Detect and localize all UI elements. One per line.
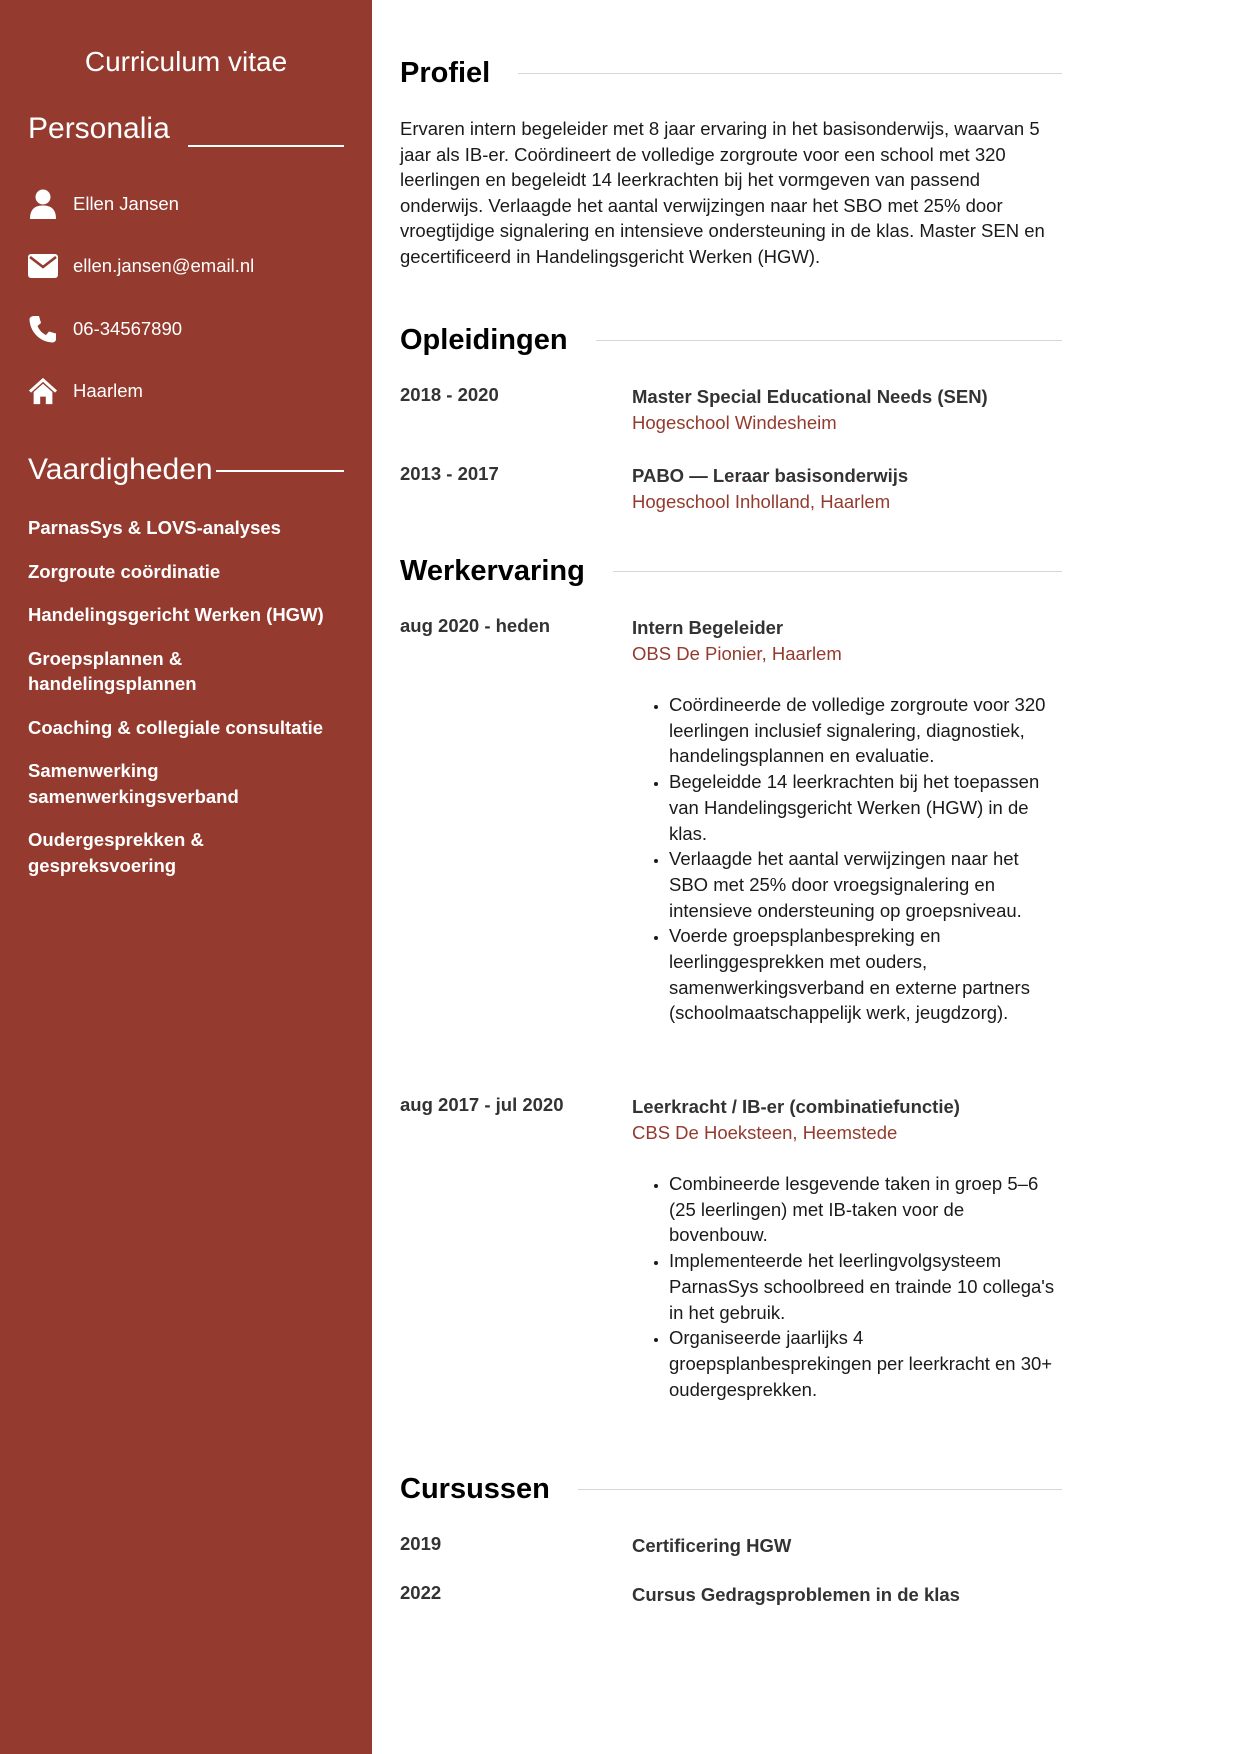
- entry-body: [632, 1533, 1062, 1559]
- entry-date: 2022: [400, 1582, 442, 1603]
- phone-icon: [28, 314, 58, 344]
- contact-phone[interactable]: [28, 314, 182, 344]
- entry-date: 2013 - 2017: [400, 463, 499, 484]
- contact-location: [28, 376, 143, 406]
- entry-bullet: • Combineerde lesgevende taken in groep 5–6 (25 leerlingen) met IB-taken voor de bovenbouw.: [669, 1171, 1062, 1248]
- entry-organization: Hogeschool Windesheim: [632, 411, 837, 433]
- entry-bullet: • Verlaagde het aantal verwijzingen naar het SBO met 25% door vroegsignalering en intensieve ondersteuning op groepsniveau.: [669, 846, 1062, 923]
- experience-section-header: [400, 553, 1062, 589]
- section-divider: [613, 571, 1062, 572]
- section-divider: [596, 340, 1062, 341]
- entry-date: aug 2020 - heden: [400, 615, 551, 636]
- entry-bullet: • Coördineerde de volledige zorgroute voor 320 leerlingen inclusief signalering, diagnostiek, handelingsplannen en evaluatie.: [669, 692, 1062, 769]
- contact-name: [28, 189, 179, 219]
- experience-heading: Werkervaring: [400, 554, 585, 587]
- entry-title: Certificering HGW: [632, 1535, 792, 1556]
- user-icon: [28, 189, 58, 219]
- entry-title: PABO — Leraar basisonderwijs: [632, 465, 909, 486]
- profile-section-header: [400, 55, 1062, 91]
- entry-bullet-list: [632, 692, 1062, 1026]
- entry-date: aug 2017 - jul 2020: [400, 1094, 564, 1115]
- skill-item: Handelingsgericht Werken (HGW): [28, 604, 324, 625]
- skill-item: Samenwerking samenwerkingsverband: [28, 760, 239, 807]
- cv-title: Curriculum vitae: [84, 46, 288, 77]
- skills-divider: [216, 470, 344, 472]
- contact-location-text: Haarlem: [73, 380, 143, 401]
- section-divider: [518, 73, 1062, 74]
- skill-item: Groepsplannen & handelingsplannen: [28, 647, 197, 694]
- entry-organization: OBS De Pionier, Haarlem: [632, 642, 842, 664]
- skill-item: Oudergesprekken & gespreksvoering: [28, 829, 204, 876]
- entry-organization: Hogeschool Inholland, Haarlem: [632, 490, 891, 512]
- skill-item: Zorgroute coördinatie: [28, 560, 221, 582]
- entry-title: Intern Begeleider: [632, 617, 784, 638]
- entry-title: Cursus Gedragsproblemen in de klas: [632, 1584, 960, 1605]
- envelope-icon: [28, 251, 58, 281]
- education-section-header: [400, 322, 1062, 358]
- education-heading: Opleidingen: [400, 323, 568, 356]
- entry-bullet: • Organiseerde jaarlijks 4 groepsplanbesprekingen per leerkracht en 30+ oudergesprekken.: [669, 1325, 1062, 1402]
- entry-title: Master Special Educational Needs (SEN): [632, 386, 988, 407]
- personalia-divider: [188, 145, 344, 147]
- entry-organization: CBS De Hoeksteen, Heemstede: [632, 1121, 898, 1143]
- entry-body: [632, 615, 1062, 1026]
- entry-bullet-list: [632, 1171, 1062, 1402]
- skills-heading: Vaardigheden: [28, 453, 213, 486]
- profile-heading: Profiel: [400, 56, 491, 89]
- profile-text: Ervaren intern begeleider met 8 jaar ervaring in het basisonderwijs, waarvan 5 jaar als IB-er. Coördineert de volledige zorgroute voor een school met 320 leerlingen en begeleidt 14 leerkrachten bij het vormgeven van passend onderwijs. Verlaagde het aantal verwijzingen naar het SBO met 25% door vroegtijdige signalering en intensieve ondersteuning in de klas. Master SEN en gecertificeerd in Handelingsgericht Werken (HGW).: [400, 118, 1045, 267]
- section-divider: [578, 1489, 1062, 1490]
- skills-list: [28, 515, 348, 896]
- courses-section-header: [400, 1471, 1062, 1507]
- contact-email-text[interactable]: ellen.jansen@email.nl: [73, 255, 255, 276]
- contact-name-text: Ellen Jansen: [73, 193, 179, 214]
- skill-item: Coaching & collegiale consultatie: [28, 716, 324, 738]
- contact-email[interactable]: [28, 251, 254, 281]
- entry-body: [632, 1582, 1062, 1608]
- personalia-heading: Personalia: [28, 112, 170, 145]
- entry-bullet: • Implementeerde het leerlingvolgsysteem ParnasSys schoolbreed en trainde 10 collega's in het gebruik.: [669, 1248, 1062, 1325]
- entry-body: [632, 1094, 1062, 1402]
- contact-phone-text[interactable]: 06-34567890: [73, 318, 183, 339]
- entry-bullet: • Begeleidde 14 leerkrachten bij het toepassen van Handelingsgericht Werken (HGW) in de klas.: [669, 769, 1062, 846]
- entry-body: [632, 384, 1062, 435]
- entry-date: 2019: [400, 1533, 442, 1554]
- entry-bullet: • Voerde groepsplanbespreking en leerlinggesprekken met ouders, samenwerkingsverband en externe partners (schoolmaatschappelijk werk, jeugdzorg).: [669, 923, 1062, 1026]
- home-icon: [28, 376, 58, 406]
- skill-item: ParnasSys & LOVS-analyses: [28, 517, 281, 538]
- entry-title: Leerkracht / IB-er (combinatiefunctie): [632, 1096, 960, 1117]
- entry-body: [632, 463, 1062, 514]
- courses-heading: Cursussen: [400, 1472, 550, 1505]
- entry-date: 2018 - 2020: [400, 384, 499, 405]
- sidebar: [0, 0, 372, 1754]
